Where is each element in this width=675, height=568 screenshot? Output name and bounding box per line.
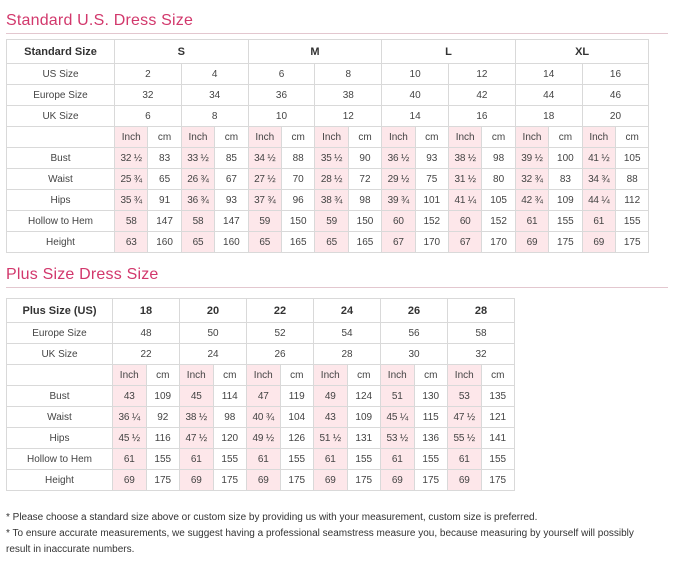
measurement-value: 38 ½ [448,148,481,169]
measurement-value: 36 ¾ [181,190,214,211]
measurement-value: 45 ½ [113,428,147,449]
measurement-row [7,148,649,169]
measurement-value: 38 ¾ [315,190,348,211]
size-conversion-row [7,323,515,344]
measurement-value: 61 [113,449,147,470]
size-value: 8 [315,64,382,85]
size-value: 36 [248,85,315,106]
row-label: US Size [7,64,115,85]
measurement-value: 121 [481,407,515,428]
size-value: 38 [315,85,382,106]
measurement-value: 58 [115,211,148,232]
measurement-value: 175 [549,232,582,253]
measurement-value: 116 [146,428,180,449]
size-value: 56 [381,323,448,344]
measurement-value: 160 [148,232,181,253]
unit-header: cm [280,365,314,386]
measurement-value: 37 ¾ [248,190,281,211]
measurement-value: 152 [415,211,448,232]
measurement-value: 75 [415,169,448,190]
measurement-label: Height [7,232,115,253]
measurement-value: 155 [347,449,381,470]
size-value: 14 [515,64,582,85]
size-group-header: S [115,40,249,64]
measurement-value: 43 [314,407,348,428]
measurement-value: 44 ¼ [582,190,615,211]
measurement-row [7,190,649,211]
measurement-value: 155 [213,449,247,470]
measurement-value: 53 ½ [381,428,415,449]
measurement-value: 26 ¾ [181,169,214,190]
measurement-value: 175 [615,232,648,253]
measurement-value: 28 ½ [315,169,348,190]
measurement-value: 41 ½ [582,148,615,169]
size-value: 48 [113,323,180,344]
measurement-value: 147 [215,211,248,232]
measurement-row [7,386,515,407]
unit-header: cm [347,365,381,386]
measurement-value: 45 ¼ [381,407,415,428]
measurement-value: 88 [281,148,314,169]
measurement-value: 53 [448,386,482,407]
note-measurement-advice: * To ensure accurate measurements, we suggest having a professional seamstress measure you, because measuring by yourself will possibly result in inaccurate numbers. [6,528,634,555]
measurement-row [7,232,649,253]
unit-header: Inch [315,127,348,148]
measurement-value: 85 [215,148,248,169]
measurement-value: 109 [146,386,180,407]
size-value: 18 [515,106,582,127]
measurement-label: Bust [7,148,115,169]
measurement-label: Waist [7,169,115,190]
size-group-header: 24 [314,299,381,323]
unit-header: Inch [247,365,281,386]
unit-header: Inch [248,127,281,148]
unit-header: cm [281,127,314,148]
measurement-value: 105 [615,148,648,169]
size-conversion-row [7,106,649,127]
size-group-header: XL [515,40,649,64]
measurement-value: 27 ½ [248,169,281,190]
corner-header: Plus Size (US) [7,299,113,323]
unit-header: cm [414,365,448,386]
measurement-value: 69 [381,470,415,491]
unit-header: Inch [181,127,214,148]
measurement-value: 69 [582,232,615,253]
size-value: 8 [181,106,248,127]
size-value: 34 [181,85,248,106]
measurement-value: 59 [248,211,281,232]
measurement-value: 70 [281,169,314,190]
measurement-value: 41 ¼ [448,190,481,211]
measurement-value: 165 [281,232,314,253]
measurement-value: 61 [314,449,348,470]
size-group-header: 22 [247,299,314,323]
measurement-value: 175 [414,470,448,491]
unit-header: cm [615,127,648,148]
measurement-value: 61 [247,449,281,470]
size-value: 42 [448,85,515,106]
measurement-value: 98 [348,190,381,211]
measurement-label: Hollow to Hem [7,211,115,232]
size-value: 6 [248,64,315,85]
size-value: 24 [180,344,247,365]
measurement-value: 101 [415,190,448,211]
measurement-value: 65 [181,232,214,253]
measurement-value: 150 [348,211,381,232]
measurement-value: 65 [148,169,181,190]
size-value: 26 [247,344,314,365]
measurement-value: 60 [382,211,415,232]
measurement-value: 175 [213,470,247,491]
size-value: 44 [515,85,582,106]
measurement-value: 115 [414,407,448,428]
measurement-value: 93 [215,190,248,211]
measurement-value: 35 ¾ [115,190,148,211]
measurement-value: 61 [180,449,214,470]
unit-row-label [7,365,113,386]
size-value: 6 [115,106,182,127]
measurement-row [7,407,515,428]
measurement-value: 47 [247,386,281,407]
size-value: 16 [582,64,649,85]
plus-size-table [6,298,515,491]
size-value: 32 [115,85,182,106]
measurement-label: Hollow to Hem [7,449,113,470]
measurement-value: 124 [347,386,381,407]
row-label: UK Size [7,106,115,127]
measurement-value: 152 [482,211,515,232]
size-value: 20 [582,106,649,127]
size-value: 54 [314,323,381,344]
measurement-value: 32 ¾ [515,169,548,190]
measurement-value: 47 ½ [448,407,482,428]
size-group-header: 20 [180,299,247,323]
measurement-value: 160 [215,232,248,253]
unit-header: Inch [448,365,482,386]
size-value: 22 [113,344,180,365]
measurement-value: 69 [314,470,348,491]
measurement-value: 112 [615,190,648,211]
measurement-value: 104 [280,407,314,428]
row-label: Europe Size [7,323,113,344]
measurement-value: 49 [314,386,348,407]
measurement-value: 175 [280,470,314,491]
measurement-value: 61 [381,449,415,470]
measurement-value: 131 [347,428,381,449]
measurement-row [7,428,515,449]
size-value: 10 [248,106,315,127]
measurement-value: 105 [482,190,515,211]
standard-size-table [6,39,649,253]
measurement-value: 90 [348,148,381,169]
unit-header: cm [415,127,448,148]
measurement-value: 43 [113,386,147,407]
measurement-value: 36 ½ [382,148,415,169]
measurement-value: 109 [347,407,381,428]
unit-row [7,365,515,386]
measurement-value: 155 [146,449,180,470]
measurement-value: 42 ¾ [515,190,548,211]
unit-header: cm [146,365,180,386]
measurement-value: 25 ¾ [115,169,148,190]
measurement-value: 61 [582,211,615,232]
measurement-value: 65 [315,232,348,253]
measurement-value: 98 [482,148,515,169]
standard-size-title: Standard U.S. Dress Size [6,12,194,29]
measurement-value: 33 ½ [181,148,214,169]
unit-header: Inch [180,365,214,386]
size-value: 12 [448,64,515,85]
unit-header: Inch [381,365,415,386]
size-value: 10 [382,64,449,85]
size-value: 4 [181,64,248,85]
unit-header: cm [482,127,515,148]
size-conversion-row [7,344,515,365]
measurement-value: 51 ½ [314,428,348,449]
size-value: 32 [448,344,515,365]
measurement-value: 40 ¾ [247,407,281,428]
measurement-value: 93 [415,148,448,169]
measurement-value: 58 [181,211,214,232]
measurement-value: 29 ½ [382,169,415,190]
measurement-label: Hips [7,428,113,449]
measurement-value: 170 [415,232,448,253]
size-conversion-row [7,64,649,85]
measurement-value: 155 [481,449,515,470]
measurement-value: 150 [281,211,314,232]
size-value: 52 [247,323,314,344]
measurement-value: 155 [615,211,648,232]
size-group-header: L [382,40,516,64]
measurement-value: 155 [549,211,582,232]
measurement-value: 92 [146,407,180,428]
unit-header: Inch [582,127,615,148]
unit-header: cm [215,127,248,148]
measurement-value: 67 [382,232,415,253]
measurement-value: 114 [213,386,247,407]
measurement-row [7,449,515,470]
measurement-value: 141 [481,428,515,449]
unit-header: cm [481,365,515,386]
measurement-value: 34 ¾ [582,169,615,190]
measurement-label: Height [7,470,113,491]
size-value: 30 [381,344,448,365]
measurement-value: 34 ½ [248,148,281,169]
measurement-value: 61 [515,211,548,232]
standard-title-divider [6,33,668,34]
size-value: 40 [382,85,449,106]
measurement-label: Bust [7,386,113,407]
plus-title-divider [6,287,668,288]
measurement-value: 38 ½ [180,407,214,428]
measurement-label: Waist [7,407,113,428]
measurement-value: 69 [448,470,482,491]
measurement-row [7,211,649,232]
unit-header: Inch [515,127,548,148]
measurement-value: 170 [482,232,515,253]
measurement-value: 135 [481,386,515,407]
measurement-value: 36 ¼ [113,407,147,428]
measurement-value: 69 [113,470,147,491]
size-group-header: M [248,40,382,64]
plus-size-title: Plus Size Dress Size [6,266,159,283]
size-conversion-row [7,85,649,106]
measurement-value: 165 [348,232,381,253]
measurement-value: 96 [281,190,314,211]
measurement-value: 130 [414,386,448,407]
unit-header: Inch [115,127,148,148]
measurement-value: 155 [414,449,448,470]
measurement-value: 49 ½ [247,428,281,449]
measurement-value: 80 [482,169,515,190]
unit-header: cm [348,127,381,148]
size-group-row [7,40,649,64]
measurement-value: 69 [247,470,281,491]
note-size-choice: * Please choose a standard size above or custom size by providing us with your measurement, custom size is preferred. [6,512,538,523]
measurement-value: 51 [381,386,415,407]
measurement-row [7,169,649,190]
size-value: 2 [115,64,182,85]
row-label: UK Size [7,344,113,365]
measurement-value: 63 [115,232,148,253]
unit-header: Inch [314,365,348,386]
measurement-value: 83 [549,169,582,190]
unit-header: cm [213,365,247,386]
measurement-value: 45 [180,386,214,407]
measurement-value: 119 [280,386,314,407]
size-value: 46 [582,85,649,106]
unit-header: cm [148,127,181,148]
row-label: Europe Size [7,85,115,106]
measurement-value: 67 [448,232,481,253]
measurement-value: 98 [213,407,247,428]
measurement-value: 175 [347,470,381,491]
measurement-value: 100 [549,148,582,169]
unit-header: Inch [448,127,481,148]
size-group-header: 18 [113,299,180,323]
measurement-value: 32 ½ [115,148,148,169]
measurement-value: 72 [348,169,381,190]
measurement-value: 69 [180,470,214,491]
corner-header: Standard Size [7,40,115,64]
size-value: 50 [180,323,247,344]
size-value: 28 [314,344,381,365]
measurement-value: 39 ¾ [382,190,415,211]
measurement-value: 83 [148,148,181,169]
measurement-value: 69 [515,232,548,253]
measurement-value: 109 [549,190,582,211]
size-group-header: 28 [448,299,515,323]
measurement-value: 147 [148,211,181,232]
measurement-value: 65 [248,232,281,253]
measurement-value: 120 [213,428,247,449]
size-group-row [7,299,515,323]
unit-header: Inch [382,127,415,148]
measurement-value: 47 ½ [180,428,214,449]
unit-header: cm [549,127,582,148]
measurement-value: 175 [146,470,180,491]
unit-row-label [7,127,115,148]
measurement-row [7,470,515,491]
measurement-value: 155 [280,449,314,470]
measurement-label: Hips [7,190,115,211]
measurement-value: 91 [148,190,181,211]
size-value: 58 [448,323,515,344]
measurement-value: 39 ½ [515,148,548,169]
size-value: 14 [382,106,449,127]
size-value: 12 [315,106,382,127]
measurement-value: 126 [280,428,314,449]
measurement-value: 61 [448,449,482,470]
measurement-value: 60 [448,211,481,232]
size-value: 16 [448,106,515,127]
measurement-value: 35 ½ [315,148,348,169]
measurement-value: 175 [481,470,515,491]
measurement-value: 59 [315,211,348,232]
unit-header: Inch [113,365,147,386]
size-notes [6,510,661,558]
unit-row [7,127,649,148]
measurement-value: 55 ½ [448,428,482,449]
measurement-value: 31 ½ [448,169,481,190]
size-group-header: 26 [381,299,448,323]
measurement-value: 88 [615,169,648,190]
measurement-value: 67 [215,169,248,190]
measurement-value: 136 [414,428,448,449]
